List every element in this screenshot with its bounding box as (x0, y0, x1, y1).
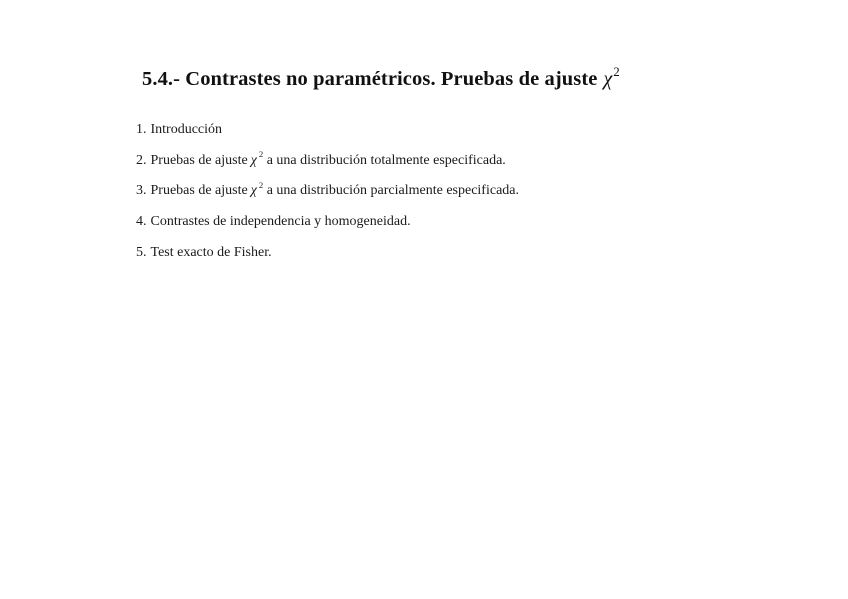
page-title-text: 5.4.- Contrastes no paramétricos. Pruebas de ajuste (142, 68, 598, 90)
list-item-number: 1. (136, 122, 147, 137)
list-item (136, 151, 519, 182)
list-item (136, 120, 519, 151)
list-item-number: 3. (136, 183, 147, 199)
superscript-2: 2 (613, 64, 620, 79)
list-item (136, 212, 519, 243)
list-item-text: Introducción (150, 122, 223, 137)
list-item-number: 5. (136, 244, 147, 260)
list-item-text-tail: a una distribución totalmente especificada. (266, 152, 506, 168)
list-item-text: Test exacto de Fisher. (150, 244, 272, 260)
list-item-number: 4. (136, 214, 147, 230)
list-item-text: Contrastes de independencia y homogeneidad. (150, 214, 411, 230)
list-item-text: Pruebas de ajuste (150, 152, 248, 168)
chi-symbol: χ (250, 152, 257, 168)
list-item-text-tail: a una distribución parcialmente especificada. (266, 183, 519, 199)
list-item (136, 181, 519, 212)
chi-symbol: χ (603, 68, 613, 90)
superscript-2: 2 (258, 180, 264, 191)
superscript-2: 2 (258, 149, 264, 160)
chi-symbol: χ (250, 183, 257, 199)
contents-list (136, 120, 519, 273)
list-item-text: Pruebas de ajuste (150, 183, 248, 199)
list-item (136, 243, 519, 274)
list-item-number: 2. (136, 152, 147, 168)
page-title (142, 64, 620, 91)
